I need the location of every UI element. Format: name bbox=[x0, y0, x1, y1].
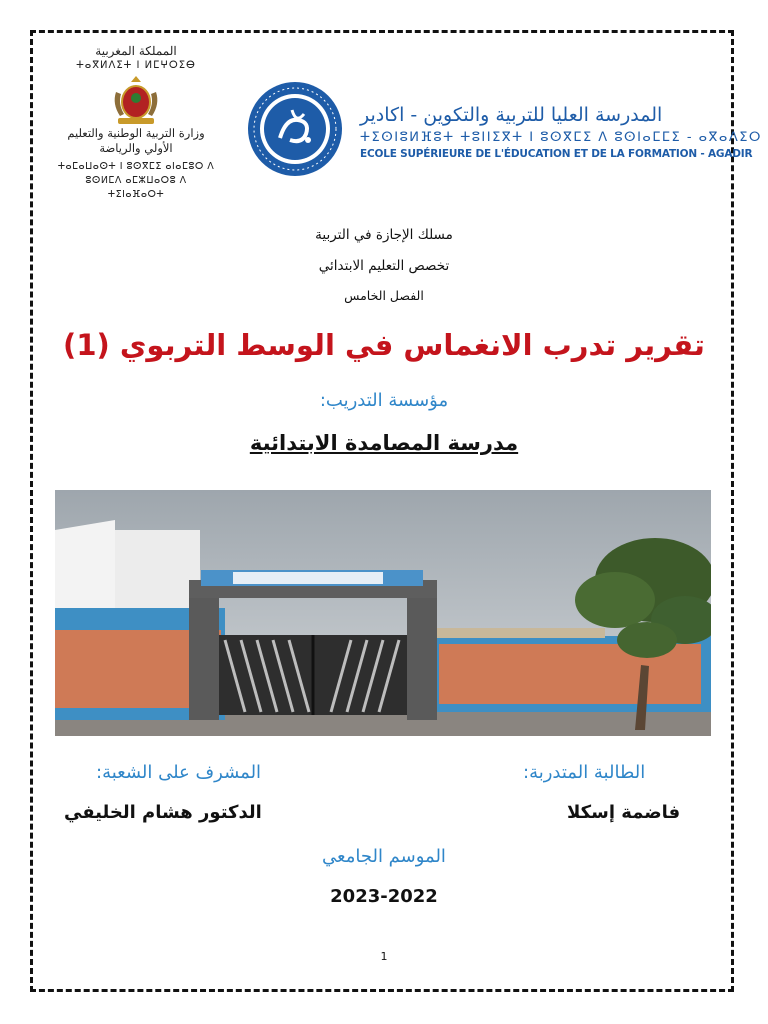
report-title: تقرير تدرب الانغماس في الوسط التربوي (1) bbox=[63, 328, 705, 362]
kingdom-name-tifinagh: ⵜⴰⴳⵍⴷⵉⵜ ⵏ ⵍⵎⵖⵔⵉⴱ bbox=[76, 60, 196, 71]
training-institution-label: مؤسسة التدريب: bbox=[319, 390, 449, 411]
academic-season-label: الموسم الجامعي bbox=[322, 846, 446, 867]
program-track: مسلك الإجازة في التربية bbox=[315, 227, 453, 243]
supervisor-name: الدكتور هشام الخليفي bbox=[64, 802, 262, 823]
institution-header bbox=[360, 104, 762, 160]
moroccan-coat-of-arms-icon bbox=[108, 74, 164, 126]
student-name: فاضمة إسكلا bbox=[567, 802, 681, 823]
page-number: 1 bbox=[380, 950, 388, 963]
university-ibn-zohr-seal-icon bbox=[246, 80, 344, 178]
institution-name-fr: ECOLE SUPÉRIEURE DE L'ÉDUCATION ET DE LA FORMATION - AGADIR bbox=[360, 148, 753, 160]
institution-name-tifinagh: ⵜⵉⵙⵏⵓⵍⴼⵓⵜ ⵜⵓⵏⵏⵉⴳⵜ ⵏ ⵓⵙⴳⵎⵉ ⴷ ⵓⵙⵏⴰⵎⵎⵉ - ⴰⴳⴰⴷⵉⵔ bbox=[360, 130, 762, 145]
institution-name-ar: المدرسة العليا للتربية والتكوين - اكادير bbox=[360, 104, 663, 126]
kingdom-name-ar: المملكة المغربية bbox=[95, 44, 177, 58]
training-institution-name: مدرسة المصامدة الابتدائية bbox=[249, 431, 519, 455]
program-specialization: تخصص التعليم الابتدائي bbox=[318, 258, 450, 274]
supervisor-label: المشرف على الشعبة: bbox=[96, 762, 262, 783]
ministry-name-tifinagh: ⵜⴰⵎⴰⵡⴰⵙⵜ ⵏ ⵓⵙⴳⵎⵉ ⴰⵏⴰⵎⵓⵔ ⴷ ⵓⵙⵍⵎⴷ ⴰⵎⵣⵡⴰⵔⵓ ⴷ ⵜⵉⵏⴰⴼⴰⵔⵜ bbox=[57, 161, 215, 200]
school-photo bbox=[55, 490, 711, 736]
program-semester: الفصل الخامس bbox=[344, 288, 424, 303]
student-label: الطالبة المتدربة: bbox=[523, 762, 646, 783]
ministry-name-ar: وزارة التربية الوطنية والتعليم الأولي والرياضة bbox=[67, 126, 205, 155]
academic-season-years: 2023-2022 bbox=[330, 886, 438, 907]
ministry-logo bbox=[56, 40, 216, 200]
